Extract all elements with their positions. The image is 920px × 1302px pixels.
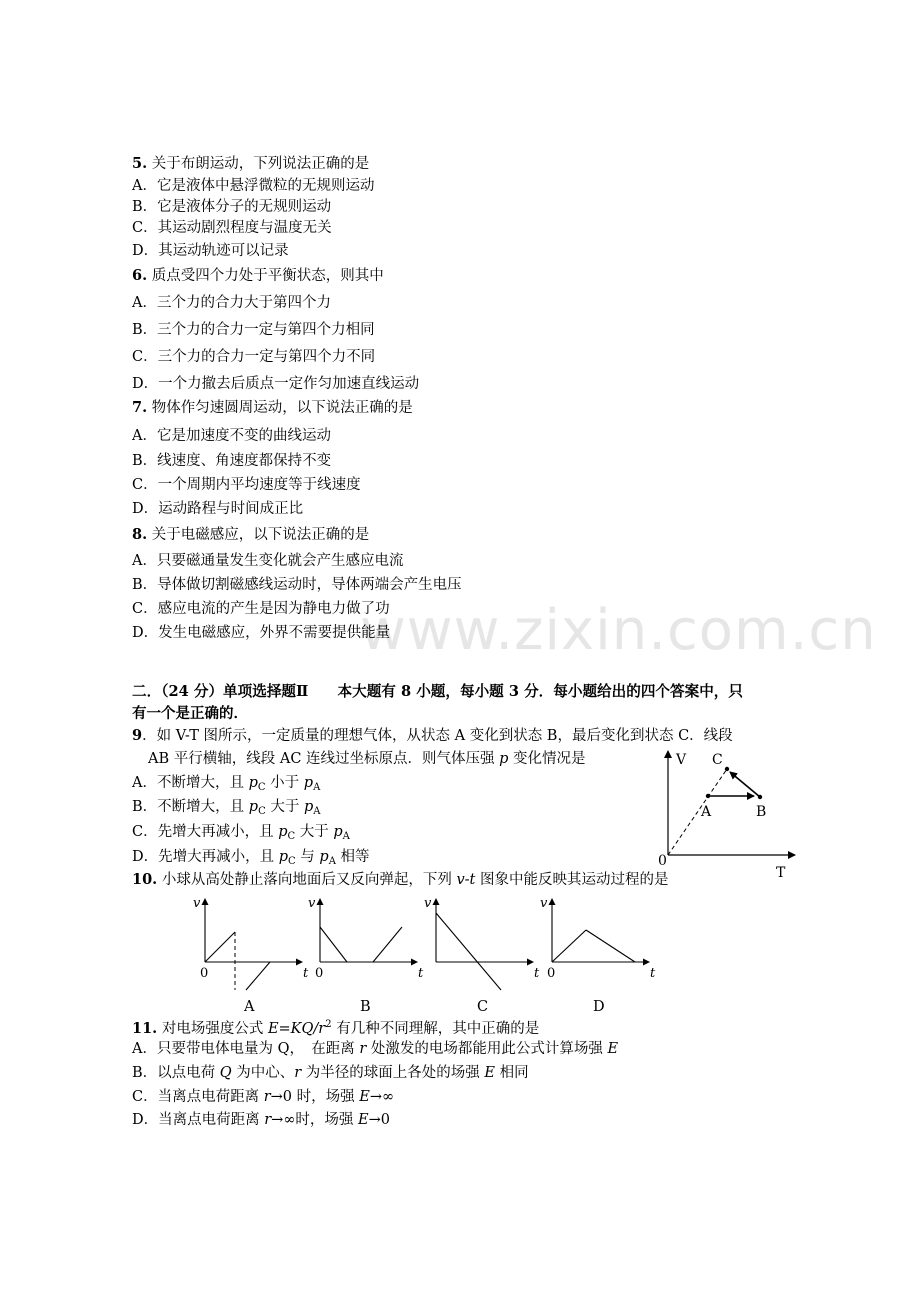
q10-text-post: 图象中能反映其运动过程的是: [475, 872, 669, 888]
q9-axis-t-label: T: [776, 865, 786, 881]
q9-stem: [132, 727, 733, 745]
q9-b-sub1: C: [258, 806, 266, 817]
q11-a-r: r: [359, 1041, 367, 1057]
q9-text-post: 变化情况是: [508, 751, 586, 767]
watermark: www.zixin.com.cn: [360, 598, 877, 663]
q5-option-b: B．它是液体分子的无规则运动: [132, 199, 332, 215]
q9-c-mid: 大于: [295, 824, 334, 840]
q9-text: ．如 V-T 图所示，一定质量的理想气体，从状态 A 变化到状态 B，最后变化到状态 C．线段: [142, 728, 733, 744]
q10-label-c: C: [477, 999, 489, 1015]
q9-label-c: C: [712, 752, 723, 768]
q5-stem: [132, 155, 369, 173]
q9-text-pre: AB 平行横轴，线段 AC 连线过坐标原点．则气体压强: [148, 751, 500, 767]
q9-option-a: [132, 774, 320, 797]
q10-graph-b: [305, 893, 430, 993]
q10-text-pre: 小球从高处静止落向地面后又反向弹起，下列: [161, 872, 457, 888]
q11-d-e: E: [358, 1112, 369, 1128]
q9-point-b: [758, 795, 762, 799]
q7-option-d: D．运动路程与时间成正比: [132, 501, 304, 517]
q9-point-c: [725, 767, 729, 771]
q9-number: 9: [132, 727, 143, 744]
q9-option-c: [132, 823, 350, 846]
q6-option-a: A．三个力的合力大于第四个力: [132, 295, 331, 311]
q10-b-line-2: [373, 927, 402, 962]
q9-d-p2: p: [319, 849, 329, 865]
q10-graph-c: [421, 893, 546, 993]
q9-b-pre: B．不断增大，且: [132, 799, 249, 815]
q9-p-symbol: p: [499, 751, 509, 767]
q10-d-line-2: [586, 930, 635, 962]
q11-stem: [132, 1016, 539, 1038]
q9-segment-bc: [730, 772, 760, 797]
q9-label-b: B: [756, 804, 767, 820]
q10-d-v-label: v: [540, 896, 548, 911]
q11-option-a: [132, 1040, 618, 1058]
q9-b-sub2: A: [313, 806, 321, 817]
q7-text: 物体作匀速圆周运动，以下说法正确的是: [151, 400, 413, 416]
q11-a-pre: A．只要带电体电量为 Q， 在距离: [132, 1041, 360, 1057]
q10-vt: v-t: [456, 872, 476, 888]
q9-c-p1: p: [278, 824, 288, 840]
q11-d-mid: →∞时，场强: [271, 1112, 359, 1128]
q7-stem: [132, 399, 413, 417]
q9-dashed-line: [668, 769, 727, 855]
q9-a-sub2: A: [313, 782, 321, 793]
q11-formula-sup: 2: [325, 1019, 332, 1030]
q9-c-sub1: C: [287, 831, 296, 842]
q11-formula: E=KQ/r: [267, 1021, 326, 1037]
q9-d-pre: D．先增大再减小，且: [132, 849, 279, 865]
section2-title: 二．（24 分）单项选择题Ⅱ 本大题有 8 小题，每小题 3 分．每小题给出的四个答案中，只: [132, 683, 743, 700]
q11-d-r: r: [264, 1112, 272, 1128]
q11-c-pre: C．当离点电荷距离: [132, 1089, 264, 1105]
q9-a-p2: p: [303, 775, 314, 791]
q10-c-v-label: v: [424, 896, 432, 911]
q10-a-t-label: t: [303, 966, 309, 981]
q11-option-d: [132, 1111, 390, 1129]
q10-a-line-1: [205, 932, 235, 962]
q10-b-t-label: t: [418, 966, 424, 981]
q9-a-mid: 小于: [265, 775, 304, 791]
q9-origin-label: 0: [658, 853, 667, 869]
q11-d-pre: D．当离点电荷距离: [132, 1112, 265, 1128]
q8-number: 8.: [132, 526, 148, 543]
q7-option-a: A．它是加速度不变的曲线运动: [132, 428, 331, 444]
q9-b-p2: p: [303, 799, 314, 815]
q10-d-origin: 0: [547, 966, 556, 981]
q11-b-post: 相同: [495, 1065, 529, 1081]
q11-d-post: →0: [368, 1112, 390, 1128]
q11-c-mid: →0 时，场强: [270, 1089, 360, 1105]
q9-point-a: [706, 794, 710, 798]
q8-text: 关于电磁感应，以下说法正确的是: [151, 527, 370, 543]
q11-b-pre: B．以点电荷: [132, 1065, 220, 1081]
q10-a-origin: 0: [200, 966, 209, 981]
q9-c-sub2: A: [342, 831, 350, 842]
q6-option-c: C．三个力的合力一定与第四个力不同: [132, 349, 376, 365]
q5-option-d: D．其运动轨迹可以记录: [132, 243, 289, 259]
q6-number: 6.: [132, 267, 148, 284]
q6-option-b: B．三个力的合力一定与第四个力相同: [132, 322, 375, 338]
q9-stem-cont: [148, 750, 586, 768]
q9-label-a: A: [701, 804, 712, 820]
q5-option-c: C．其运动剧烈程度与温度无关: [132, 220, 332, 236]
q11-c-e: E: [359, 1089, 370, 1105]
q9-d-post: 相等: [335, 849, 370, 865]
q9-d-sub1: C: [288, 856, 296, 867]
q9-b-p1: p: [248, 799, 259, 815]
q11-b-e: E: [484, 1065, 496, 1081]
q9-option-d: [132, 848, 370, 871]
q10-label-a: A: [244, 999, 255, 1015]
q9-a-sub1: C: [257, 782, 266, 793]
q9-b-mid: 大于: [265, 799, 304, 815]
q9-option-b: [132, 798, 320, 821]
q11-option-b: [132, 1064, 529, 1082]
q7-number: 7.: [132, 399, 148, 416]
q10-graph-a: [190, 893, 315, 993]
q9-vt-diagram: [650, 745, 810, 885]
q11-b-mid1: 为中心、: [231, 1065, 295, 1081]
q9-c-pre: C．先增大再减小，且: [132, 824, 279, 840]
q10-a-line-2: [246, 962, 270, 990]
q10-d-t-label: t: [650, 966, 656, 981]
q10-label-b: B: [360, 999, 371, 1015]
q10-c-t-label: t: [534, 966, 540, 981]
q10-number: 10.: [132, 871, 158, 888]
q9-c-p2: p: [333, 824, 343, 840]
q11-b-q: Q: [219, 1065, 232, 1081]
q10-c-line: [436, 913, 501, 990]
q9-d-mid: 与: [295, 849, 320, 865]
q9-d-sub2: A: [328, 856, 336, 867]
q11-text-pre: 对电场强度公式: [161, 1021, 268, 1037]
q6-text: 质点受四个力处于平衡状态，则其中: [151, 268, 384, 284]
q11-b-r: r: [294, 1065, 302, 1081]
q8-option-d: D．发生电磁感应，外界不需要提供能量: [132, 625, 391, 641]
q11-text-post: 有几种不同理解，其中正确的是: [331, 1021, 540, 1037]
q11-option-c: [132, 1088, 394, 1106]
q11-c-r: r: [263, 1089, 271, 1105]
q10-b-v-label: v: [308, 896, 316, 911]
q8-option-a: A．只要磁通量发生变化就会产生感应电流: [132, 553, 404, 569]
q11-a-post: 处激发的电场都能用此公式计算场强: [366, 1041, 608, 1057]
q5-text: 关于布朗运动，下列说法正确的是: [151, 156, 370, 172]
q10-label-d: D: [593, 999, 605, 1015]
q10-d-line-1: [552, 930, 586, 962]
q11-number: 11.: [132, 1020, 158, 1037]
q10-b-line-1: [320, 927, 347, 962]
q10-a-v-label: v: [193, 896, 201, 911]
q5-option-a: A．它是液体中悬浮微粒的无规则运动: [132, 178, 375, 194]
q11-a-e: E: [607, 1041, 619, 1057]
q11-b-mid2: 为半径的球面上各处的场强: [301, 1065, 485, 1081]
q9-d-p1: p: [278, 849, 289, 865]
q10-graph-d: [537, 893, 662, 993]
q7-option-c: C．一个周期内平均速度等于线速度: [132, 477, 361, 493]
q8-option-c: C．感应电流的产生是因为静电力做了功: [132, 601, 390, 617]
q8-option-b: B．导体做切割磁感线运动时，导体两端会产生电压: [132, 577, 462, 593]
q9-axis-v-label: V: [676, 752, 687, 768]
q9-a-p1: p: [248, 775, 258, 791]
q11-c-post: →∞: [369, 1089, 395, 1105]
section2-title-cont: 有一个是正确的．: [132, 705, 248, 722]
q5-number: 5.: [132, 155, 148, 172]
q6-stem: [132, 267, 384, 285]
q10-stem: [132, 871, 668, 889]
q7-option-b: B．线速度、角速度都保持不变: [132, 453, 332, 469]
q8-stem: [132, 526, 369, 544]
q9-a-pre: A．不断增大，且: [132, 775, 249, 791]
q10-b-origin: 0: [315, 966, 324, 981]
q6-option-d: D．一个力撤去后质点一定作匀加速直线运动: [132, 376, 420, 392]
